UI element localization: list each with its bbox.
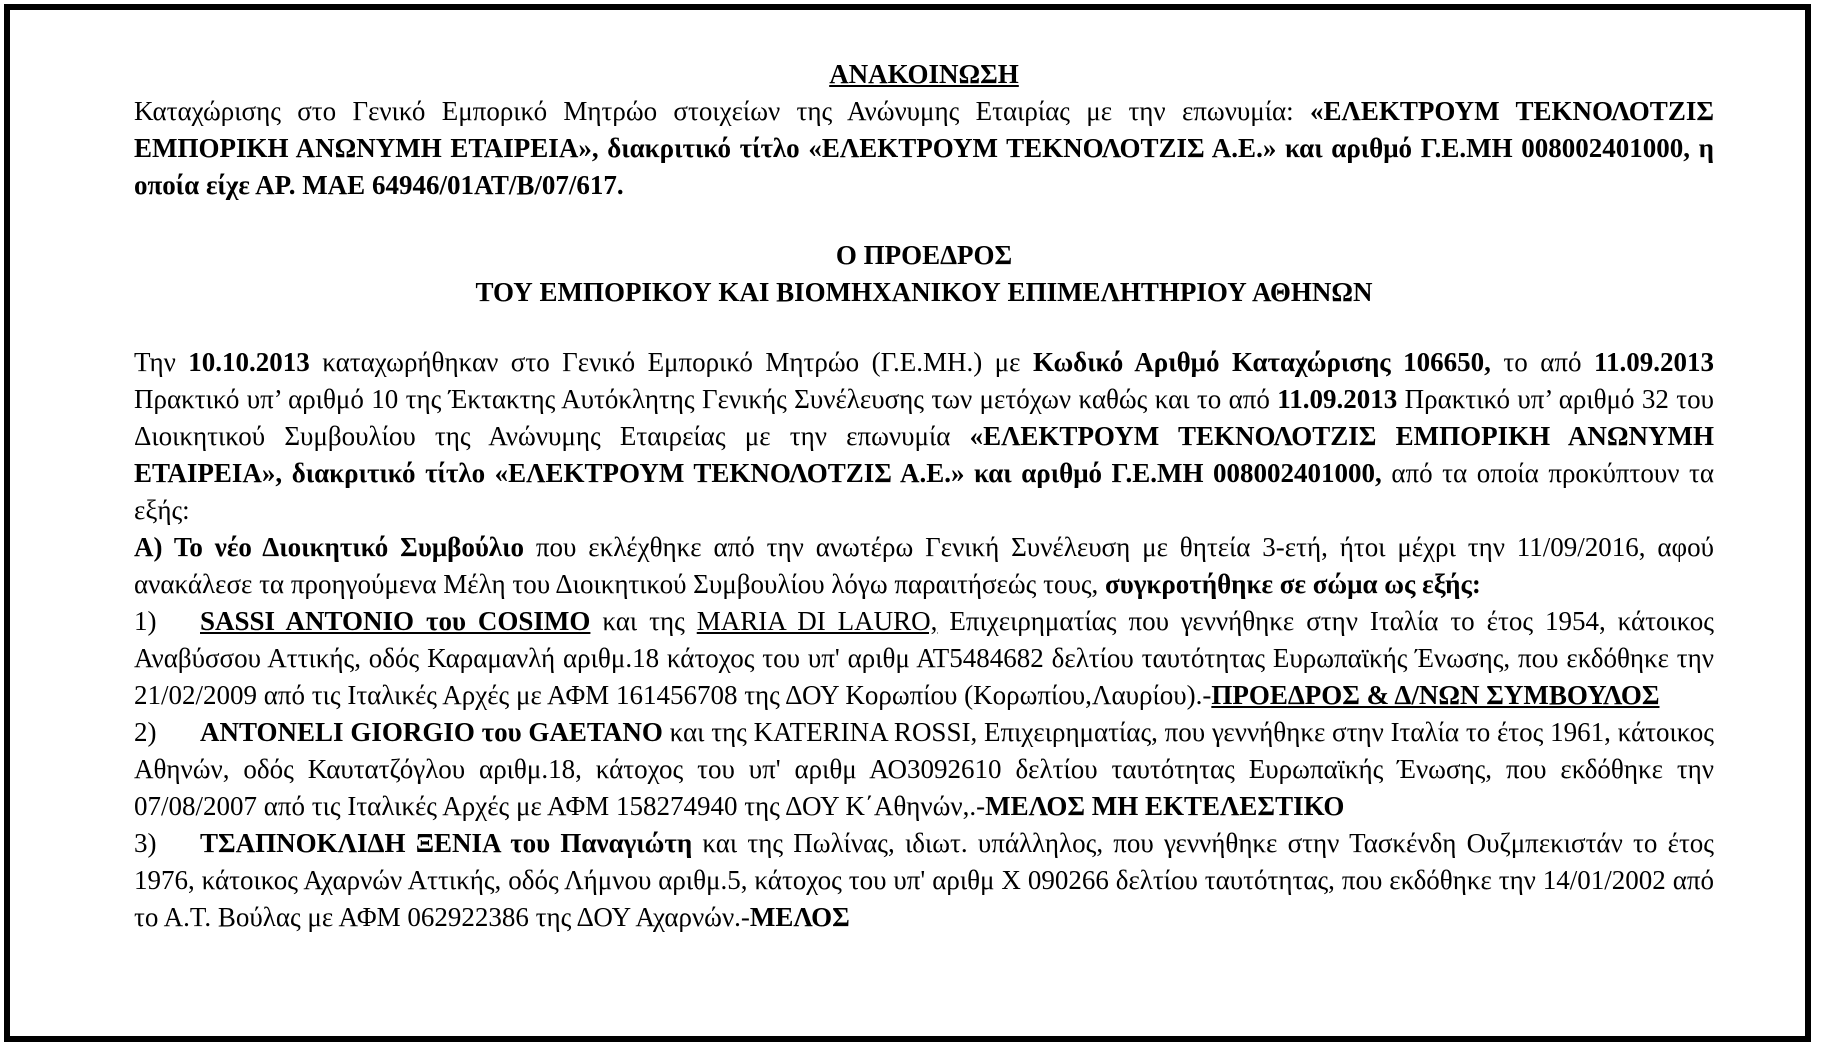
member-role: ΠΡΟΕΔΡΟΣ & Δ/ΝΩΝ ΣΥΜΒΟΥΛΟΣ (1211, 680, 1660, 710)
member-item (134, 825, 1714, 936)
authority-line-1: Ο ΠΡΟΕΔΡΟΣ (835, 240, 1013, 270)
text-run: και της (590, 606, 697, 636)
intro-company: «ΕΛΕΚΤΡΟΥΜ ΤΕΚΝΟΛΟΤΖΙΣ ΕΜΠΟΡΙΚΗ ΑΝΩΝΥΜΗ ΕΤΑΙΡΕΙΑ», διακριτικό τίτλο «ΕΛΕΚΤΡΟΥΜ ΤΕΚΝΟΛΟΤΖΙΣ Α.Ε.» και αριθμό Γ.Ε.ΜΗ 008002401000, η οποία είχε ΑΡ. ΜΑΕ 64946/01ΑΤ/Β/07/617. (134, 96, 1714, 200)
board-formed-text: συγκροτήθηκε σε σώμα ως εξής: (1105, 569, 1481, 599)
member-name: ΤΣΑΠΝΟΚΛΙΔΗ ΞΕΝΙΑ του Παναγιώτη (200, 828, 693, 858)
authority-line-2: ΤΟΥ ΕΜΠΟΡΙΚΟΥ ΚΑΙ ΒΙΟΜΗΧΑΝΙΚΟΥ ΕΠΙΜΕΛΗΤΗΡΙΟΥ ΑΘΗΝΩΝ (475, 277, 1373, 307)
member-role: ΜΕΛΟΣ (749, 902, 850, 932)
member-role: ΜΕΛΟΣ ΜΗ ΕΚΤΕΛΕΣΤΙΚΟ (985, 791, 1345, 821)
intro-paragraph (134, 93, 1714, 204)
text-run: Πρακτικό υπ’ αριθμό 10 της Έκτακτης Αυτόκλητης Γενικής Συνέλευσης των μετόχων καθώς και το από (134, 384, 1278, 414)
text-run: από τα οποία προκύπτουν τα εξής: (134, 458, 1715, 525)
member-name: ANTONELI GIORGIO του GAETANO (200, 717, 663, 747)
document-title: ΑΝΑΚΟΙΝΩΣΗ (829, 59, 1019, 89)
announcement-document (134, 56, 1714, 936)
member-number: 2) (134, 717, 157, 747)
member-number: 1) (134, 606, 157, 636)
text-run: Πρακτικό υπ’ αριθμό 32 του Διοικητικού Συμβουλίου της Ανώνυμης Εταιρείας με την επωνυμία (134, 384, 1714, 451)
text-run: καταχωρήθηκαν στο Γενικό Εμπορικό Μητρώο (Γ.Ε.ΜΗ.) με (309, 347, 1033, 377)
text-run: το από (1490, 347, 1594, 377)
board-paragraph (134, 529, 1714, 603)
registration-paragraph (134, 344, 1714, 529)
minutes-date-2: 11.09.2013 (1277, 384, 1398, 414)
member-mother-name: MARIA DI LAURO, (696, 606, 938, 636)
member-item (134, 603, 1714, 714)
text-run: Την (134, 347, 189, 377)
member-details: και της KATERINA ROSSI, Επιχειρηματίας, που γεννήθηκε στην Ιταλία το έτος 1961, κάτοικος Αθηνών, οδός Καυτατζόγλου αριθμ.18, κάτοχος του υπ' αριθμ ΑΟ3092610 δελτίου ταυτότητας Ευρωπαϊκής Ένωσης, που εκδόθηκε την 07/08/2007 από τις Ιταλικές Αρχές με ΑΦΜ 158274940 της ΔΟΥ Κ΄Αθηνών,.- (134, 717, 1714, 821)
member-details: Επιχειρηματίας που γεννήθηκε στην Ιταλία το έτος 1954, κάτοικος Αναβύσσου Αττικής, οδός Καραμανλή αριθμ.18 κάτοχος του υπ' αριθμ ΑΤ5484682 δελτίου ταυτότητας Ευρωπαϊκής Ένωσης, που εκδόθηκε την 21/02/2009 από τις Ιταλικές Αρχές με ΑΦΜ 161456708 της ΔΟΥ Κορωπίου (Κορωπίου,Λαυρίου).- (134, 606, 1714, 710)
minutes-date-1: 11.09.2013 (1593, 347, 1714, 377)
registration-code: Κωδικό Αριθμό Καταχώρισης 106650, (1032, 347, 1491, 377)
member-name: SASSI ANTONIO του COSIMO (200, 606, 591, 636)
board-label: Α) Το νέο Διοικητικό Συμβούλιο (134, 532, 525, 562)
text-run: που εκλέχθηκε από την ανωτέρω Γενική Συνέλευση με θητεία 3-ετή, ήτοι μέχρι την 11/09/2016, αφού ανακάλεσε τα προηγούμενα Μέλη του Διοικητικού Συμβουλίου λόγω παραιτήσεώς τους, (134, 532, 1715, 599)
registration-date: 10.10.2013 (188, 347, 310, 377)
intro-text: Καταχώρισης στο Γενικό Εμπορικό Μητρώο στοιχείων της Ανώνυμης Εταιρίας με την επωνυμία: (134, 96, 1310, 126)
member-item (134, 714, 1714, 825)
company-name: «ΕΛΕΚΤΡΟΥΜ ΤΕΚΝΟΛΟΤΖΙΣ ΕΜΠΟΡΙΚΗ ΑΝΩΝΥΜΗ ΕΤΑΙΡΕΙΑ», διακριτικό τίτλο «ΕΛΕΚΤΡΟΥΜ ΤΕΚΝΟΛΟΤΖΙΣ Α.Ε.» και αριθμό Γ.Ε.ΜΗ 008002401000, (134, 421, 1714, 488)
member-number: 3) (134, 828, 157, 858)
member-details: και της Πωλίνας, ιδιωτ. υπάλληλος, που γεννήθηκε στην Τασκένδη Ουζμπεκιστάν το έτος 1976, κάτοικος Αχαρνών Αττικής, οδός Λήμνου αριθμ.5, κάτοχος του υπ' αριθμ Χ 090266 δελτίου ταυτότητας, που εκδόθηκε την 14/01/2002 από το Α.Τ. Βούλας με ΑΦΜ 062922386 της ΔΟΥ Αχαρνών.- (134, 828, 1714, 932)
